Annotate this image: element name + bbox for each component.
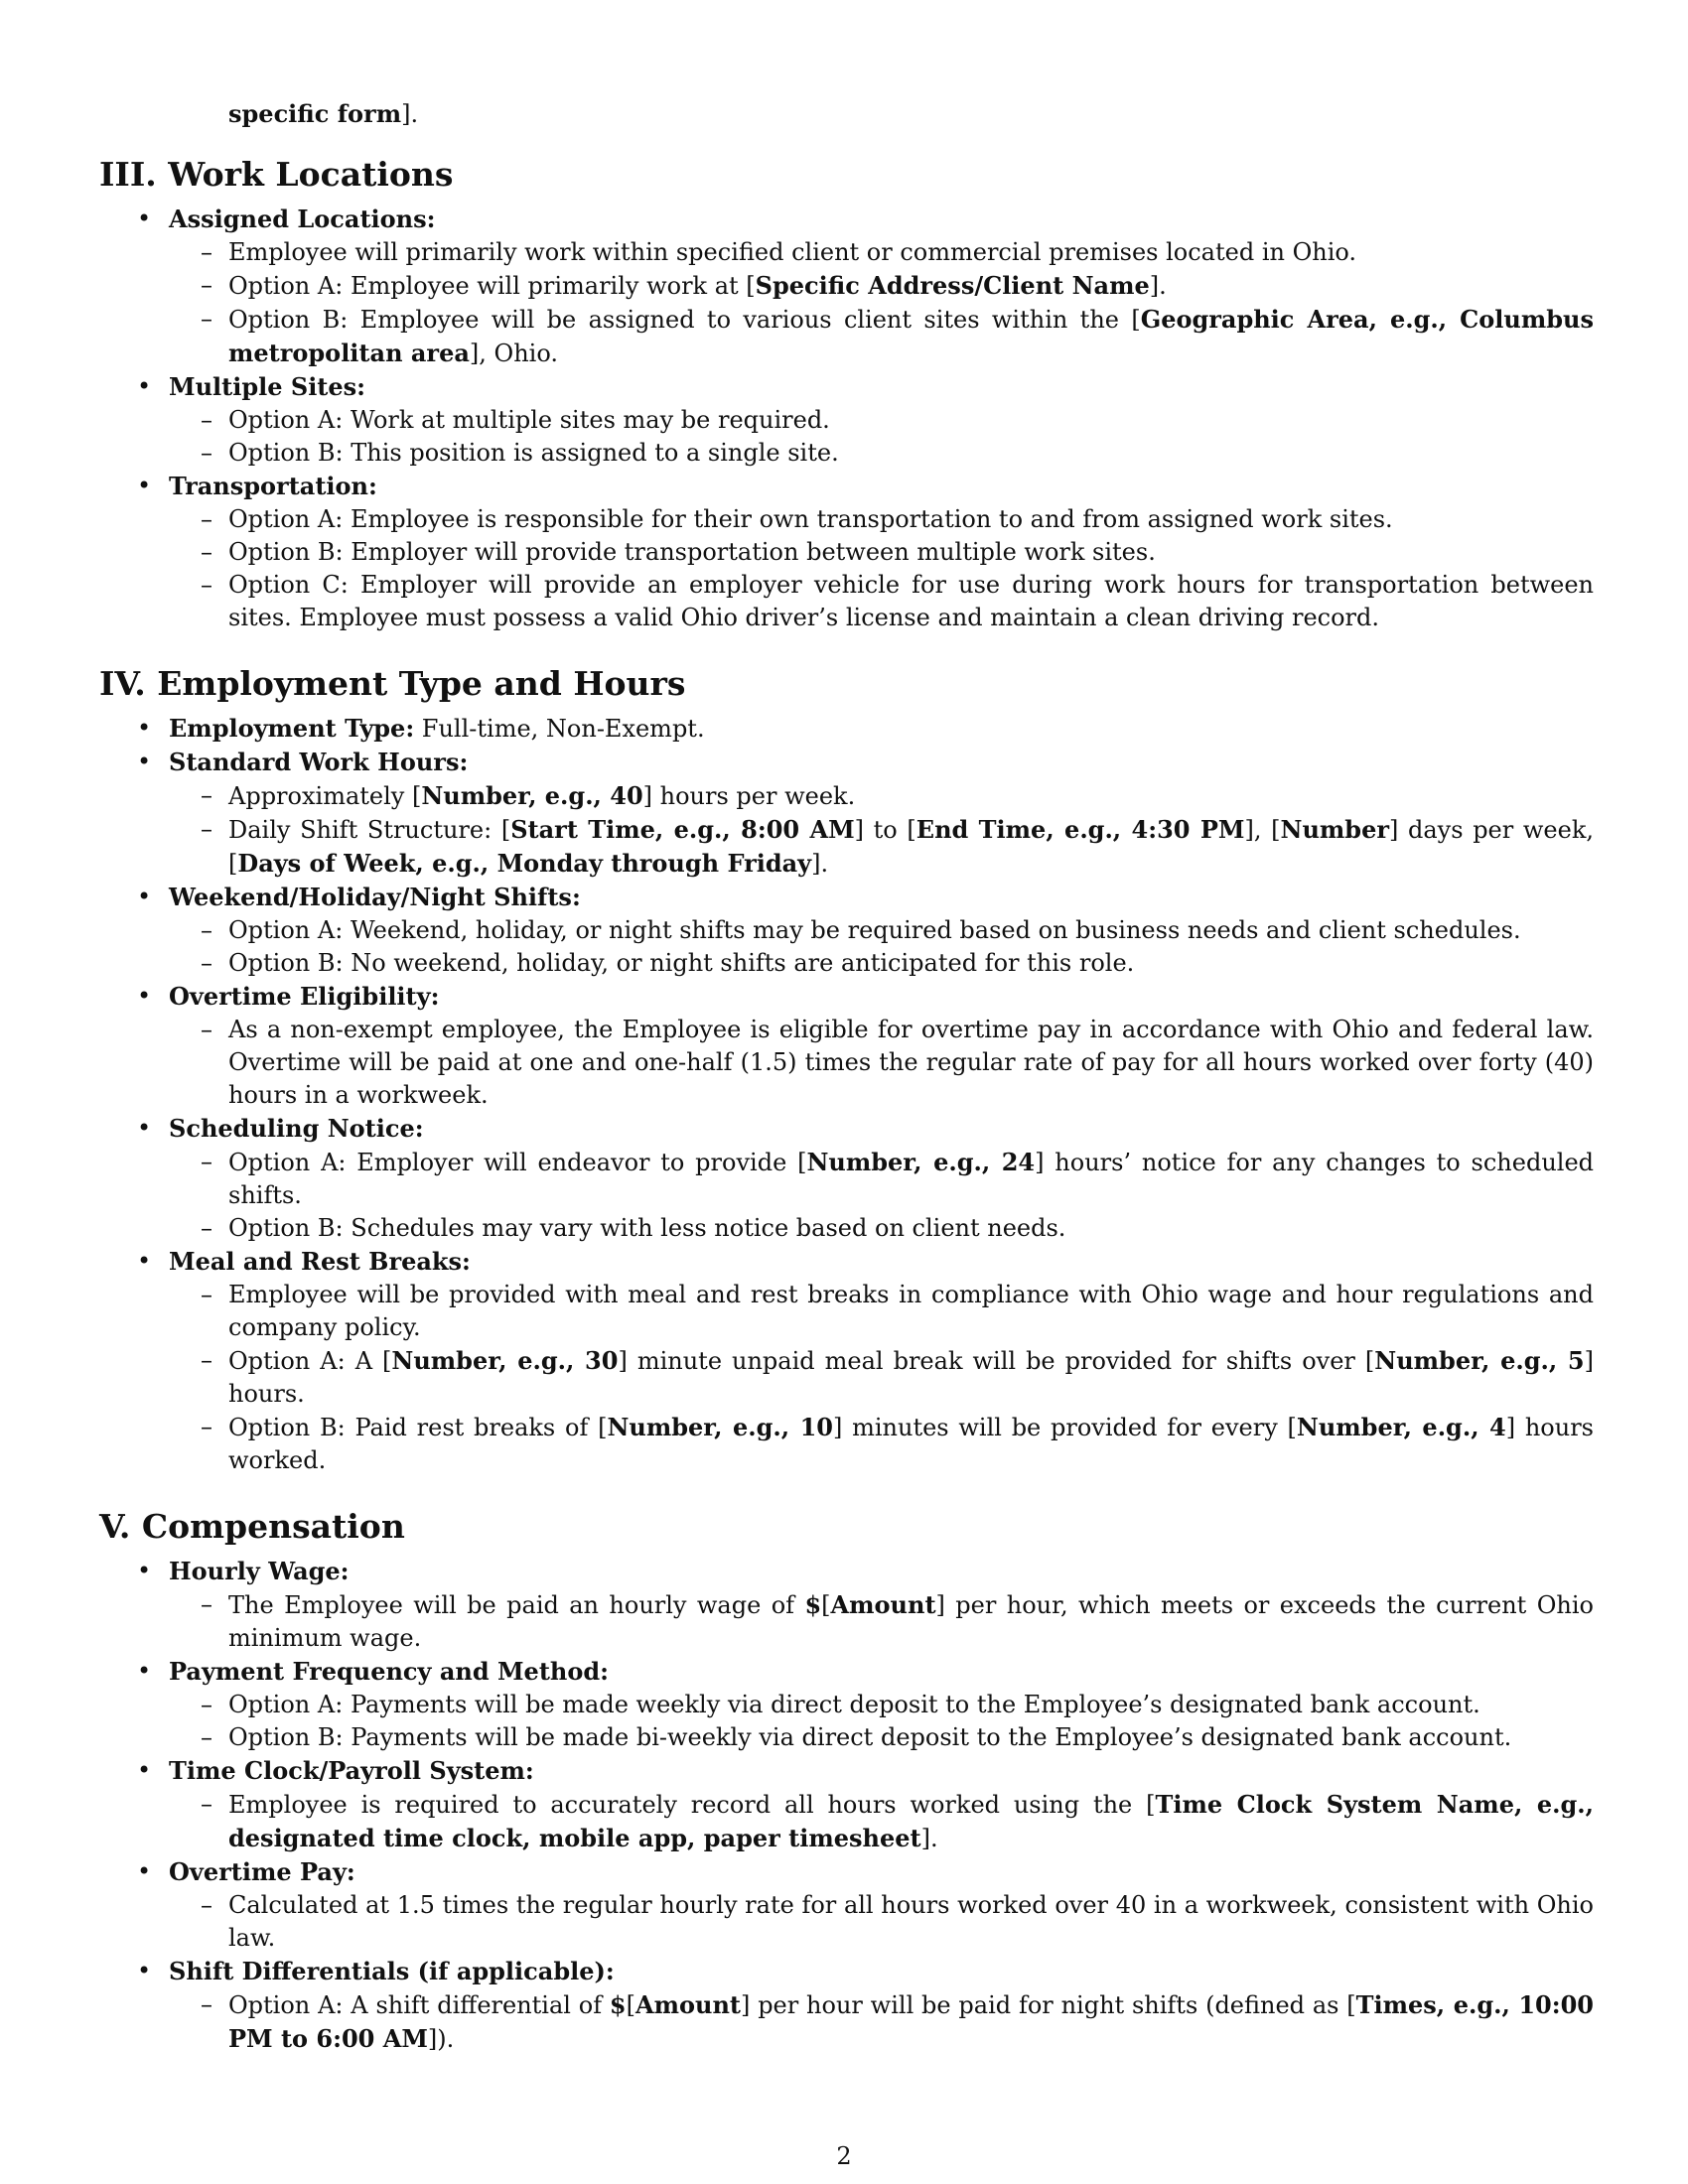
sub-list	[169, 914, 1594, 980]
text: Option A: A shift differential of	[228, 1991, 610, 2019]
sub-item: – Option A: Payments will be made weekly via direct deposit to the Employee’s designated bank account.	[169, 1689, 1594, 1721]
sub-list	[169, 1988, 1594, 2056]
item-label: Meal and Rest Breaks:	[169, 1247, 471, 1276]
sub-item	[169, 813, 1594, 881]
text: ], [	[1244, 816, 1281, 844]
sub-item: – Option A: Weekend, holiday, or night shifts may be required based on business needs and client schedules.	[169, 914, 1594, 947]
item-label: Employment Type:	[169, 714, 415, 743]
work-locations-list	[99, 203, 1594, 634]
list-item-meal-rest-breaks	[99, 1245, 1594, 1477]
text: ] to [	[854, 816, 916, 844]
sub-item	[169, 1411, 1594, 1477]
item-label: Overtime Eligibility:	[169, 982, 440, 1011]
list-item-assigned-locations	[99, 203, 1594, 370]
placeholder-field: End Time, e.g., 4:30 PM	[915, 815, 1245, 844]
sub-item	[169, 269, 1594, 303]
continuation-line	[228, 97, 1594, 131]
list-item-shift-differentials	[99, 1955, 1594, 2056]
text: Option B: Employee will be assigned to various client sites within the [	[228, 306, 1141, 334]
sub-item: – Employee will primarily work within specified client or commercial premises located in Ohio.	[169, 236, 1594, 269]
text: ].	[1149, 272, 1167, 300]
placeholder-field: Times, e.g., 10:00 PM to 6:00 AM	[228, 1990, 1595, 2053]
placeholder-field: Number, e.g., 30	[391, 1346, 619, 1375]
text: ]).	[427, 2025, 455, 2053]
list-item-time-clock	[99, 1754, 1594, 1855]
compensation-list	[99, 1555, 1594, 2056]
item-label: Assigned Locations:	[169, 205, 436, 233]
sub-list	[169, 1889, 1594, 1955]
sub-item: – Option C: Employer will provide an employer vehicle for use during work hours for transportation between sites. Employee must possess a valid Ohio driver’s license and maintain a clean driving record.	[169, 569, 1594, 634]
list-item-weekend-shifts	[99, 881, 1594, 980]
sub-item: – Option B: No weekend, holiday, or night shifts are anticipated for this role.	[169, 947, 1594, 980]
text: Option A: A [	[228, 1347, 392, 1375]
sub-item: – Option B: Employer will provide transportation between multiple work sites.	[169, 536, 1594, 569]
text: ] days per week, [	[228, 816, 1594, 878]
sub-item: – Option B: Schedules may vary with less notice based on client needs.	[169, 1212, 1594, 1245]
sub-list	[169, 236, 1594, 370]
currency-symbol: $	[609, 1990, 627, 2019]
sub-list	[169, 404, 1594, 470]
placeholder-field: Number, e.g., 10	[607, 1413, 833, 1441]
continuation-bold: specific form	[228, 99, 402, 128]
placeholder-field: Geographic Area, e.g., Columbus metropolitan area	[228, 305, 1594, 367]
section-heading-work-locations: III. Work Locations	[99, 155, 454, 194]
text: ] hours’ notice for any changes to scheduled shifts.	[228, 1149, 1595, 1209]
list-item-standard-hours	[99, 746, 1594, 881]
item-label: Standard Work Hours:	[169, 748, 469, 776]
sub-list	[169, 1588, 1594, 1655]
sub-item	[169, 779, 1594, 813]
item-value: Full-time, Non-Exempt.	[414, 715, 705, 743]
item-label: Multiple Sites:	[169, 372, 366, 401]
sub-item	[169, 303, 1594, 370]
text: [	[626, 1991, 635, 2019]
sub-item: – Employee will be provided with meal and rest breaks in compliance with Ohio wage and hour regulations and company policy.	[169, 1279, 1594, 1344]
text: The Employee will be paid an hourly wage of	[228, 1591, 805, 1619]
text: [	[821, 1591, 831, 1619]
placeholder-field: Specific Address/Client Name	[755, 271, 1150, 300]
sub-item: – Option A: Employee is responsible for their own transportation to and from assigned work sites.	[169, 503, 1594, 536]
sub-item: – Option B: Payments will be made bi-weekly via direct deposit to the Employee’s designated bank account.	[169, 1721, 1594, 1754]
text: ], Ohio.	[469, 340, 558, 367]
item-label: Weekend/Holiday/Night Shifts:	[169, 883, 581, 911]
text: ] hours per week.	[642, 782, 856, 810]
text: ] per hour will be paid for night shifts (defined as [	[741, 1991, 1356, 2019]
sub-list	[169, 1788, 1594, 1855]
list-item-multiple-sites	[99, 370, 1594, 470]
sub-item	[169, 1146, 1594, 1212]
item-label: Transportation:	[169, 472, 377, 500]
placeholder-field: Start Time, e.g., 8:00 AM	[510, 815, 855, 844]
item-label: Payment Frequency and Method:	[169, 1657, 610, 1686]
text: Option A: Employer will endeavor to provide [	[228, 1149, 807, 1176]
list-item-overtime-pay	[99, 1855, 1594, 1955]
sub-item: – Calculated at 1.5 times the regular hourly rate for all hours worked over 40 in a workweek, consistent with Ohio law.	[169, 1889, 1594, 1955]
continuation-tail: ].	[401, 100, 419, 128]
placeholder-field: Number	[1280, 815, 1389, 844]
placeholder-field: Number, e.g., 4	[1296, 1413, 1506, 1441]
list-item-payment-frequency	[99, 1655, 1594, 1754]
placeholder-field: Number, e.g., 5	[1374, 1346, 1585, 1375]
sub-list	[169, 779, 1594, 881]
sub-list	[169, 1279, 1594, 1477]
placeholder-field: Days of Week, e.g., Monday through Friday	[237, 849, 812, 878]
section-heading-compensation: V. Compensation	[99, 1507, 405, 1546]
document-page	[99, 97, 1594, 2056]
sub-item	[169, 1988, 1594, 2056]
list-item-overtime-eligibility	[99, 980, 1594, 1112]
text: Option B: Paid rest breaks of [	[228, 1414, 608, 1441]
list-item-hourly-wage	[99, 1555, 1594, 1655]
text: ] minutes will be provided for every [	[833, 1414, 1297, 1441]
sub-item: – Option B: This position is assigned to a single site.	[169, 437, 1594, 470]
sub-list	[169, 1146, 1594, 1245]
page-number: 2	[836, 2142, 852, 2170]
text: ] per hour, which meets or exceeds the current Ohio minimum wage.	[228, 1591, 1594, 1652]
placeholder-field: Number, e.g., 24	[806, 1148, 1036, 1176]
sub-item: – As a non-exempt employee, the Employee is eligible for overtime pay in accordance with Ohio and federal law. Overtime will be paid at one and one-half (1.5) times the regular rate of pay for all hours worked over forty (40) hours in a workweek.	[169, 1014, 1594, 1112]
list-item-scheduling-notice	[99, 1112, 1594, 1245]
text: ] minute unpaid meal break will be provided for shifts over [	[618, 1347, 1375, 1375]
placeholder-field: Amount	[635, 1990, 742, 2019]
placeholder-field: Number, e.g., 40	[421, 781, 643, 810]
sub-item	[169, 1588, 1594, 1655]
text: ].	[920, 1825, 938, 1852]
sub-list	[169, 1014, 1594, 1112]
employment-type-list	[99, 712, 1594, 1477]
sub-item: – Option A: Work at multiple sites may be required.	[169, 404, 1594, 437]
item-label: Hourly Wage:	[169, 1557, 350, 1585]
text: Employee is required to accurately record all hours worked using the [	[228, 1791, 1156, 1819]
list-item-employment-type	[99, 712, 1594, 746]
text: Option A: Employee will primarily work at [	[228, 272, 756, 300]
item-label: Scheduling Notice:	[169, 1114, 424, 1143]
text: ] hours worked.	[228, 1414, 1594, 1474]
sub-list	[169, 503, 1594, 634]
text: Approximately [	[228, 782, 422, 810]
sub-item	[169, 1344, 1594, 1411]
text: ].	[811, 850, 829, 878]
item-label: Time Clock/Payroll System:	[169, 1756, 534, 1785]
item-label: Shift Differentials (if applicable):	[169, 1957, 615, 1985]
section-heading-employment-type: IV. Employment Type and Hours	[99, 664, 686, 703]
sub-list	[169, 1689, 1594, 1754]
text: Daily Shift Structure: [	[228, 816, 511, 844]
placeholder-field: Time Clock System Name, e.g., designated time clock, mobile app, paper timesheet	[228, 1790, 1594, 1852]
sub-item	[169, 1788, 1594, 1855]
text: ] hours.	[228, 1347, 1594, 1408]
item-label: Overtime Pay:	[169, 1857, 355, 1886]
currency-symbol: $	[804, 1590, 822, 1619]
placeholder-field: Amount	[830, 1590, 936, 1619]
list-item-transportation	[99, 470, 1594, 634]
